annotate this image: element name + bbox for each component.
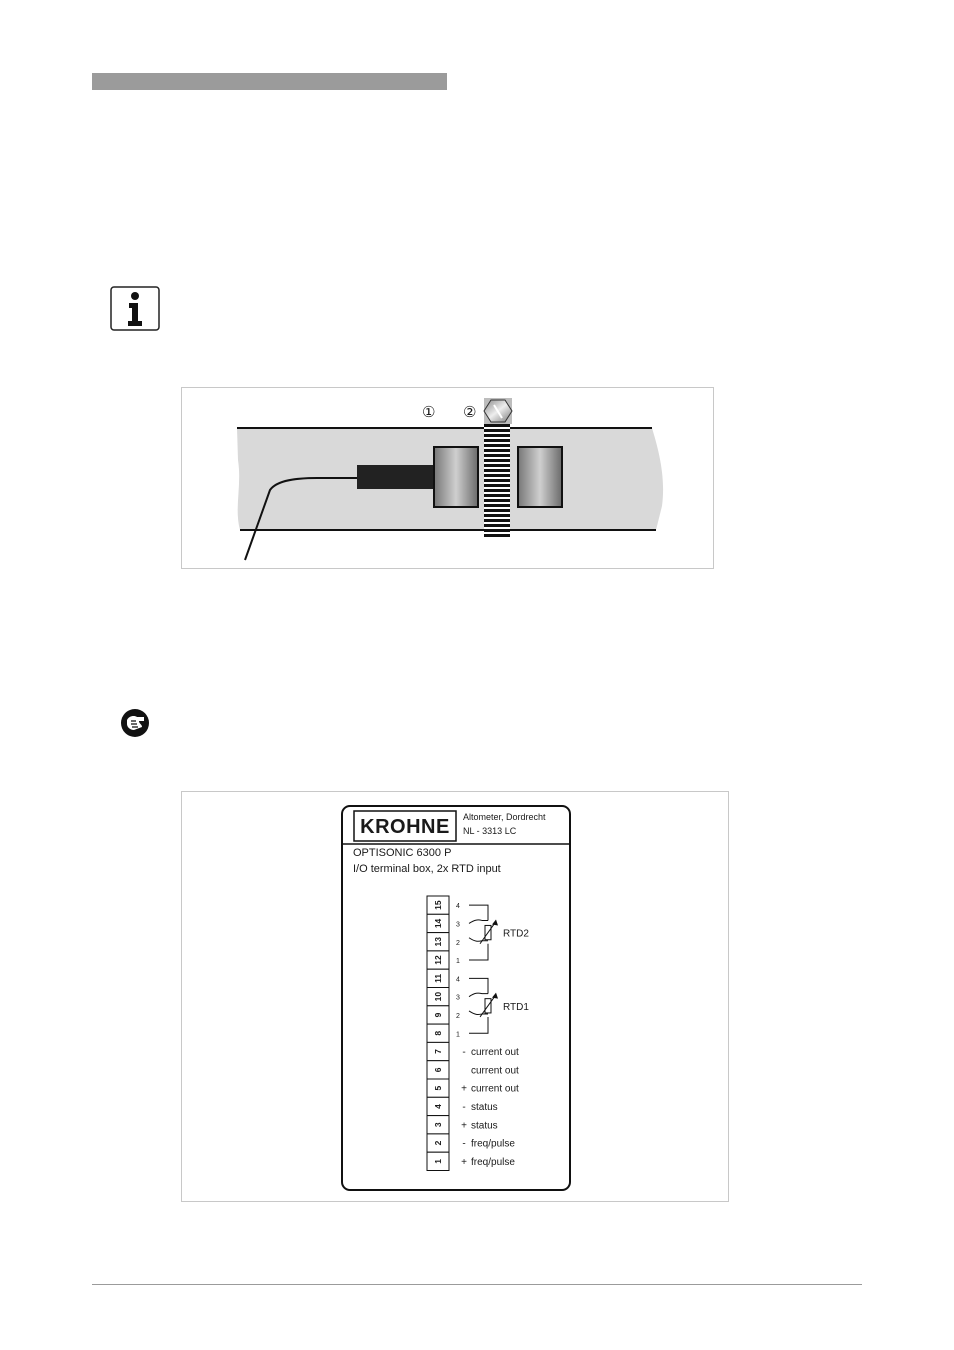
- rtd-pin-number: 2: [456, 939, 460, 947]
- box-description: I/O terminal box, 2x RTD input: [353, 863, 501, 875]
- rtd-pin-number: 1: [456, 1031, 460, 1039]
- address-line-2: NL - 3313 LC: [463, 826, 517, 836]
- terminal-number: 5: [433, 1085, 443, 1091]
- terminal-number: 8: [433, 1030, 443, 1036]
- terminal-polarity: +: [461, 1083, 467, 1095]
- terminal-polarity: -: [462, 1101, 466, 1113]
- sensor-cylinder-left: [434, 447, 478, 507]
- callout-1: ①: [422, 404, 436, 421]
- info-icon: [110, 286, 160, 331]
- header-bar: [92, 73, 447, 90]
- terminal-label: current out: [471, 1065, 519, 1077]
- terminal-polarity: +: [461, 1120, 467, 1132]
- rtd-pin-number: 4: [456, 976, 460, 984]
- rtd-label: RTD2: [503, 928, 529, 940]
- terminal-number: 9: [433, 1012, 443, 1018]
- rtd-pin-number: 3: [456, 921, 460, 929]
- model-name: OPTISONIC 6300 P: [353, 847, 452, 859]
- terminal-label: current out: [471, 1047, 519, 1059]
- terminal-label: freq/pulse: [471, 1156, 515, 1168]
- rtd-label: RTD1: [503, 1001, 529, 1013]
- address-line-1: Altometer, Dordrecht: [463, 812, 546, 822]
- sensor-mounting-figure: [181, 387, 714, 569]
- terminal-number: 15: [433, 900, 443, 910]
- terminal-number: 10: [433, 991, 443, 1002]
- terminal-number: 2: [433, 1140, 443, 1146]
- terminal-nameplate-figure: [181, 791, 729, 1202]
- terminal-number: 11: [433, 973, 443, 983]
- rtd-pin-number: 1: [456, 958, 460, 966]
- terminal-label: status: [471, 1101, 498, 1113]
- terminal-label: freq/pulse: [471, 1138, 515, 1150]
- terminal-polarity: -: [462, 1047, 466, 1059]
- terminal-label: status: [471, 1120, 498, 1132]
- terminal-label: current out: [471, 1083, 519, 1095]
- terminal-number: 13: [433, 937, 443, 947]
- rtd-pin-number: 2: [456, 1012, 460, 1020]
- terminal-number: 7: [433, 1049, 443, 1054]
- wrench-hand-icon: [120, 708, 150, 738]
- rtd-pin-number: 3: [456, 994, 460, 1002]
- rtd-pin-number: 4: [456, 903, 460, 911]
- brand-logo: KROHNE: [360, 816, 450, 838]
- callout-2: ②: [463, 404, 477, 421]
- clamp-strap: [484, 424, 510, 537]
- terminal-number: 1: [433, 1158, 443, 1164]
- footer-rule: [92, 1284, 862, 1285]
- terminal-number: 3: [433, 1122, 443, 1128]
- terminal-polarity: -: [462, 1138, 466, 1150]
- terminal-number: 14: [433, 918, 443, 929]
- sensor-cylinder-right: [518, 447, 562, 507]
- terminal-number: 6: [433, 1067, 443, 1073]
- terminal-number: 4: [433, 1104, 443, 1109]
- terminal-polarity: +: [461, 1156, 467, 1168]
- terminal-number: 12: [433, 955, 443, 965]
